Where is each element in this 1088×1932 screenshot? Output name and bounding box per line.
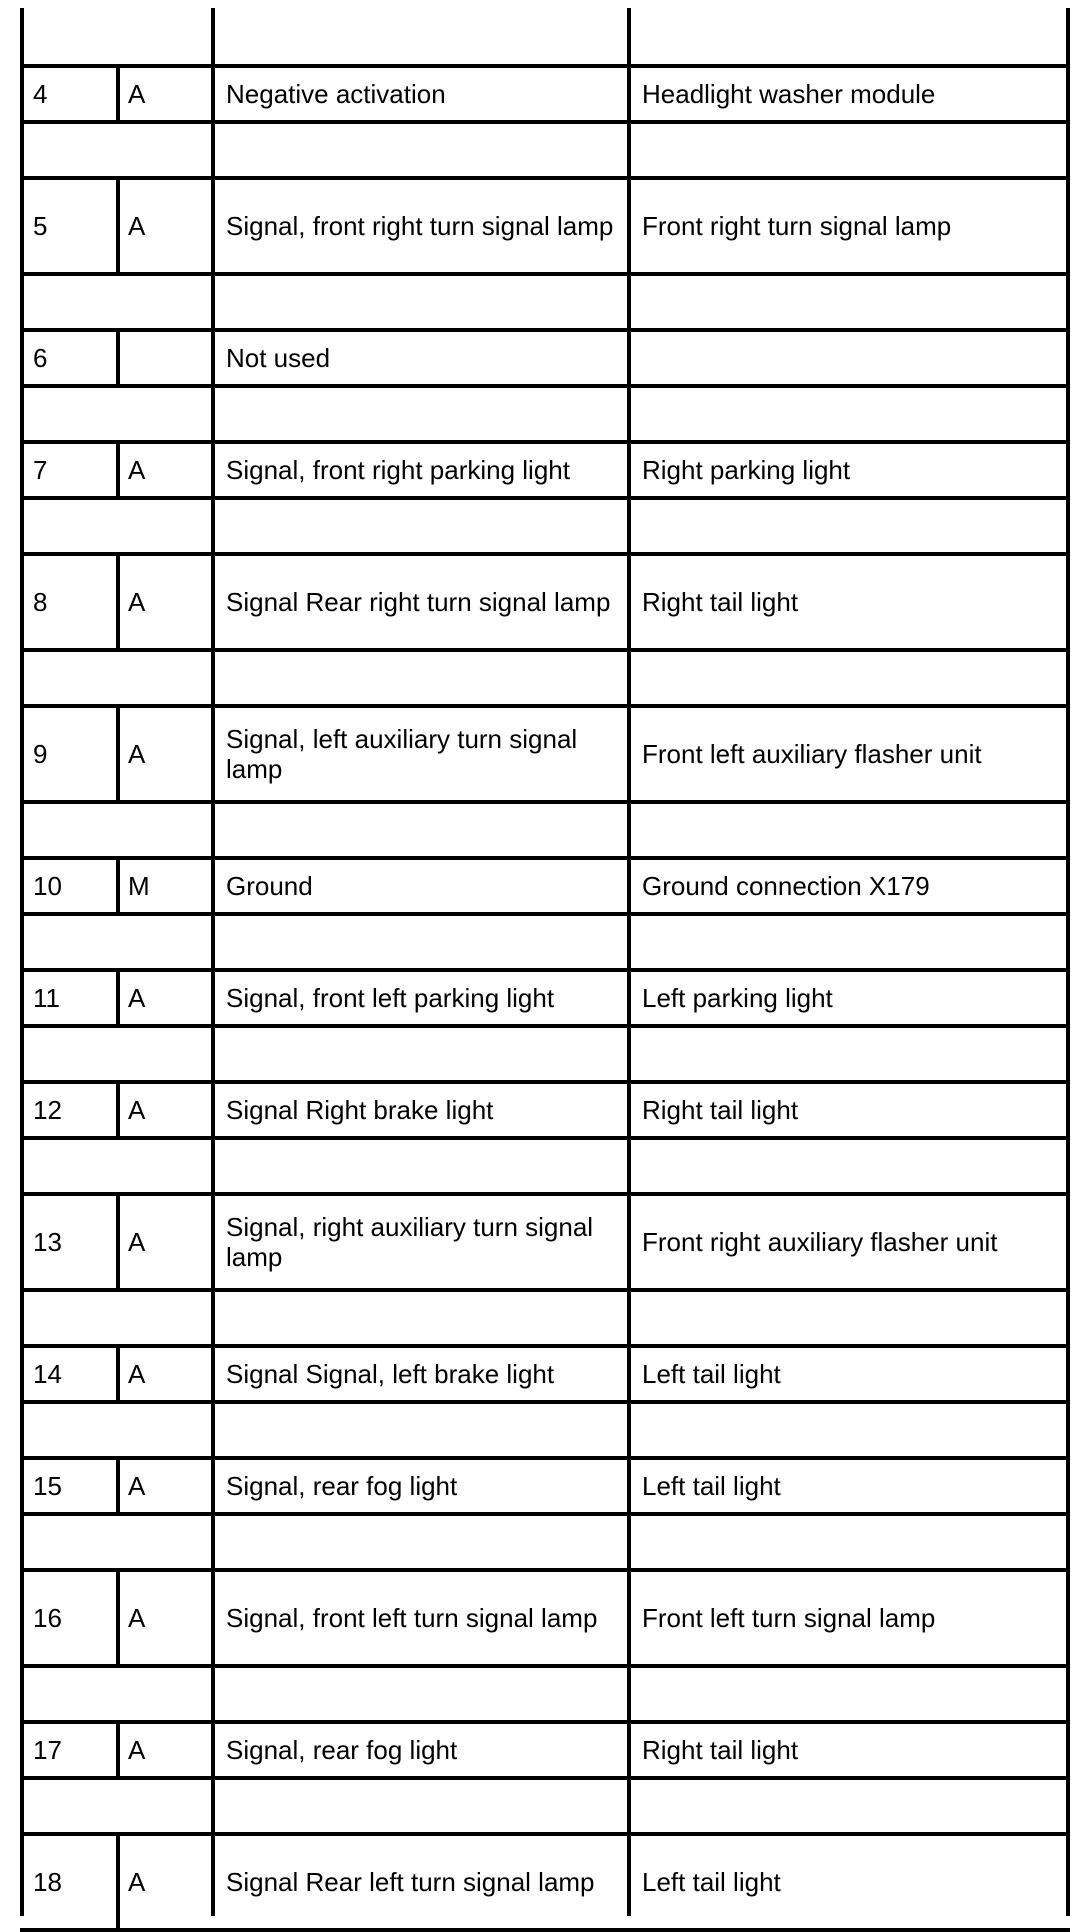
row-border	[20, 384, 1070, 388]
type-cell: A	[128, 1471, 146, 1501]
column-divider-type	[116, 64, 120, 124]
pin-cell: 9	[33, 739, 48, 769]
type-cell: A	[128, 1095, 146, 1125]
column-divider-connection	[627, 8, 631, 1916]
type-cell: A	[128, 983, 146, 1013]
description-cell: Signal, right auxiliary turn signal lamp	[226, 1212, 594, 1272]
connection-cell: Right parking light	[642, 455, 851, 485]
row-border	[20, 912, 1070, 916]
column-divider-type	[116, 176, 120, 276]
connection-cell: Right tail light	[642, 1735, 799, 1765]
connection-cell: Front left turn signal lamp	[642, 1603, 936, 1633]
pin-cell: 12	[33, 1095, 62, 1125]
connection-cell: Left tail light	[642, 1471, 781, 1501]
column-divider-type	[116, 328, 120, 388]
description-cell: Ground	[226, 871, 313, 901]
column-divider-type	[116, 704, 120, 804]
description-cell: Signal, front left turn signal lamp	[226, 1603, 598, 1633]
pin-cell: 17	[33, 1735, 62, 1765]
description-cell: Signal Rear right turn signal lamp	[226, 587, 611, 617]
pin-cell: 7	[33, 455, 48, 485]
row-border	[20, 272, 1070, 276]
connection-cell: Ground connection X179	[642, 871, 930, 901]
column-divider-type	[116, 1080, 120, 1140]
type-cell: A	[128, 1227, 146, 1257]
type-cell: A	[128, 739, 146, 769]
type-cell: A	[128, 1867, 146, 1897]
pin-cell: 10	[33, 871, 62, 901]
connection-cell: Front left auxiliary flasher unit	[642, 739, 982, 769]
column-divider-type	[116, 1832, 120, 1932]
type-cell	[128, 332, 208, 384]
type-cell: A	[128, 1359, 146, 1389]
connection-cell: Right tail light	[642, 1095, 799, 1125]
type-cell: M	[128, 871, 150, 901]
pin-cell: 6	[33, 343, 48, 373]
connection-cell	[642, 332, 1062, 384]
column-divider-type	[116, 968, 120, 1028]
type-cell: A	[128, 587, 146, 617]
row-border	[20, 496, 1070, 500]
type-cell: A	[128, 79, 146, 109]
row-border	[20, 1024, 1070, 1028]
type-cell: A	[128, 455, 146, 485]
row-border	[20, 1288, 1070, 1292]
table-border-right	[1066, 8, 1070, 1916]
row-border	[20, 1512, 1070, 1516]
column-divider-type	[116, 552, 120, 652]
pin-cell: 5	[33, 211, 48, 241]
row-border	[20, 120, 1070, 124]
description-cell: Signal, front right turn signal lamp	[226, 211, 614, 241]
column-divider-type	[116, 1720, 120, 1780]
connection-cell: Front right turn signal lamp	[642, 211, 952, 241]
column-divider-type	[116, 1192, 120, 1292]
description-cell: Signal, left auxiliary turn signal lamp	[226, 724, 578, 784]
column-divider-type	[116, 1568, 120, 1668]
connection-cell: Headlight washer module	[642, 79, 936, 109]
pin-cell: 11	[33, 983, 60, 1013]
connection-cell: Left tail light	[642, 1867, 781, 1897]
column-divider-type	[116, 856, 120, 916]
description-cell: Signal Signal, left brake light	[226, 1359, 555, 1389]
pin-cell: 14	[33, 1359, 62, 1389]
row-border	[20, 648, 1070, 652]
type-cell: A	[128, 211, 146, 241]
column-divider-desc	[211, 8, 215, 1916]
row-border	[20, 1664, 1070, 1668]
pin-cell: 13	[33, 1227, 62, 1257]
connection-cell: Right tail light	[642, 587, 799, 617]
pin-cell: 4	[33, 79, 48, 109]
row-border	[20, 1776, 1070, 1780]
description-cell: Signal Right brake light	[226, 1095, 494, 1125]
description-cell: Signal, front left parking light	[226, 983, 555, 1013]
connection-cell: Left tail light	[642, 1359, 781, 1389]
pin-cell: 16	[33, 1603, 62, 1633]
description-cell: Signal, front right parking light	[226, 455, 570, 485]
row-border	[20, 1136, 1070, 1140]
row-border	[20, 1928, 1070, 1932]
description-cell: Signal, rear fog light	[226, 1735, 458, 1765]
description-cell: Not used	[226, 343, 331, 373]
description-cell: Negative activation	[226, 79, 446, 109]
pin-cell: 15	[33, 1471, 62, 1501]
pin-cell: 8	[33, 587, 48, 617]
type-cell: A	[128, 1603, 146, 1633]
description-cell: Signal Rear left turn signal lamp	[226, 1867, 595, 1897]
column-divider-type	[116, 440, 120, 500]
row-border	[20, 1400, 1070, 1404]
pin-cell: 18	[33, 1867, 62, 1897]
column-divider-type	[116, 1456, 120, 1516]
type-cell: A	[128, 1735, 146, 1765]
table-border-left	[20, 8, 24, 1916]
row-border	[20, 800, 1070, 804]
description-cell: Signal, rear fog light	[226, 1471, 458, 1501]
connection-cell: Left parking light	[642, 983, 833, 1013]
connection-cell: Front right auxiliary flasher unit	[642, 1227, 998, 1257]
column-divider-type	[116, 1344, 120, 1404]
